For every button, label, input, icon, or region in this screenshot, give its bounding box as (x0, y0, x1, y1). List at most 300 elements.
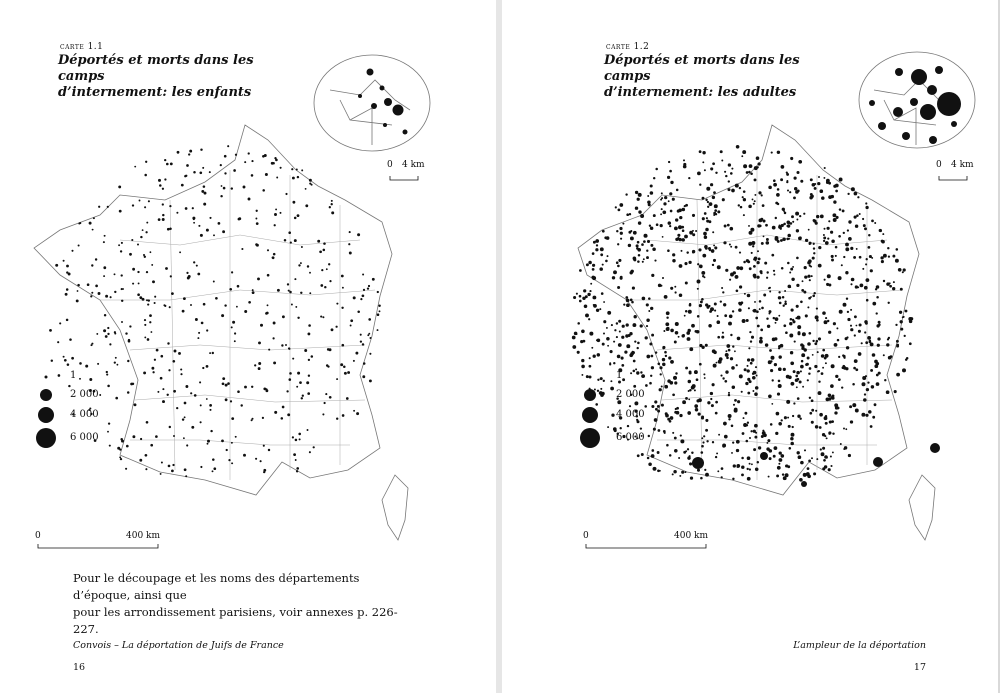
france-scale-start: 0 (35, 531, 41, 541)
deportee-dot (737, 400, 740, 403)
deportee-dot (687, 456, 690, 459)
deportee-dot (79, 378, 81, 380)
deportee-dot (731, 452, 733, 454)
deportee-dot (191, 426, 194, 429)
deportee-dot (818, 264, 822, 268)
deportee-dot (706, 306, 709, 309)
deportee-dot (148, 299, 150, 301)
deportee-dot (888, 337, 890, 339)
deportee-dot (855, 224, 858, 227)
deportee-dot (805, 314, 808, 317)
deportee-dot (706, 440, 708, 442)
map-label: carte 1.1 (60, 42, 104, 52)
deportee-dot (791, 215, 794, 218)
deportee-dot (632, 323, 636, 327)
deportee-dot (900, 320, 903, 323)
deportee-dot (854, 192, 858, 196)
deportee-dot (831, 364, 835, 368)
deportee-dot (363, 289, 365, 291)
deportee-dot (895, 259, 899, 263)
deportee-dot (607, 311, 611, 315)
deportee-dot (776, 193, 780, 197)
deportee-dot (616, 322, 618, 324)
deportee-dot (698, 398, 702, 402)
deportee-dot (899, 311, 902, 314)
deportee-dot (170, 275, 172, 277)
deportee-dot (865, 341, 868, 344)
deportee-dot (753, 371, 757, 375)
deportee-dot (362, 273, 364, 275)
deportee-dot (66, 271, 68, 273)
deportee-dot (649, 382, 652, 385)
deportee-dot (144, 319, 146, 321)
deportee-dot (681, 471, 684, 474)
deportee-dot (760, 218, 763, 221)
deportee-dot (893, 281, 895, 283)
france-scale-end: 400 km (674, 531, 709, 541)
deportee-dot (843, 232, 845, 234)
deportee-dot (583, 289, 586, 292)
deportee-dot (134, 166, 136, 168)
deportee-dot (695, 408, 698, 411)
deportee-dot (847, 229, 849, 231)
deportee-dot (670, 287, 673, 290)
deportee-dot (645, 384, 648, 387)
deportee-dot (255, 218, 257, 220)
deportee-dot (701, 437, 703, 439)
deportee-dot (796, 257, 799, 260)
deportee-dot (793, 370, 796, 373)
deportee-dot (128, 339, 130, 341)
deportee-dot (355, 352, 358, 355)
deportee-dot (777, 188, 780, 191)
deportee-dot (657, 451, 660, 454)
deportee-dot (754, 194, 756, 196)
deportee-dot (221, 440, 224, 443)
deportee-dot (839, 310, 843, 314)
deportee-dot (63, 356, 65, 358)
deportee-dot (657, 470, 660, 473)
deportee-dot (647, 457, 650, 460)
deportee-dot (777, 203, 779, 205)
deportee-dot (145, 231, 147, 233)
deportee-dot (344, 372, 347, 375)
deportee-dot (772, 338, 776, 342)
deportee-dot (646, 303, 649, 306)
deportee-dot (679, 216, 682, 219)
deportee-dot (846, 298, 848, 300)
deportee-dot (834, 411, 837, 414)
deportee-dot (603, 320, 606, 323)
deportee-dot (650, 184, 653, 187)
deportee-dot (307, 429, 309, 431)
deportee-dot (300, 262, 302, 264)
deportee-dot (296, 470, 298, 472)
deportee-dot (783, 368, 786, 371)
deportee-dot (724, 314, 727, 317)
deportee-dot (701, 271, 705, 275)
deportee-dot (368, 333, 370, 335)
deportee-dot (821, 196, 825, 200)
deportee-dot (755, 468, 759, 472)
deportee-dot (640, 324, 643, 327)
deportee-dot (108, 422, 110, 424)
deportee-dot (302, 395, 304, 397)
deportee-dot (883, 280, 885, 282)
deportee-dot (784, 212, 787, 215)
deportee-dot (121, 440, 124, 443)
deportee-dot (692, 214, 695, 217)
deportee-dot (674, 226, 678, 230)
deportee-dot (659, 366, 662, 369)
deportee-dot (633, 257, 637, 261)
deportee-dot (754, 392, 758, 396)
deportee-dot (814, 365, 817, 368)
deportee-dot (728, 414, 732, 418)
deportee-dot (828, 394, 832, 398)
deportee-dot (592, 296, 596, 300)
deportee-dot (664, 351, 667, 354)
deportee-dot (742, 196, 744, 198)
deportee-dot (815, 410, 817, 412)
deportee-dot (799, 215, 801, 217)
deportee-dot (668, 200, 670, 202)
deportee-dot (622, 325, 625, 328)
deportee-dot (224, 172, 226, 174)
deportee-dot (329, 396, 332, 399)
deportee-dot (845, 428, 847, 430)
deportee-dot (796, 386, 798, 388)
deportee-dot (793, 402, 795, 404)
deportee-dot (784, 302, 787, 305)
deportee-dot (262, 417, 264, 419)
deportee-dot (292, 201, 295, 204)
deportee-dot (169, 228, 172, 231)
deportee-dot (876, 296, 879, 299)
deportee-dot (670, 329, 674, 333)
map-title: Déportés et morts dans les camps d’internement: les enfants (58, 53, 254, 100)
deportee-dot (132, 268, 135, 271)
deportee-dot (353, 296, 356, 299)
deportee-dot (828, 284, 831, 287)
deportee-dot (713, 244, 715, 246)
deportee-dot (864, 227, 867, 230)
deportee-dot (231, 417, 234, 420)
deportee-dot (186, 164, 189, 167)
deportee-dot (859, 323, 862, 326)
deportee-dot (789, 334, 793, 338)
deportee-dot (799, 478, 803, 482)
deportee-dot (801, 360, 804, 363)
deportee-dot (168, 465, 171, 468)
deportee-dot (142, 298, 145, 301)
deportee-dot (368, 285, 370, 287)
deportee-dot (647, 240, 650, 243)
deportee-dot (684, 262, 687, 265)
deportee-dot (862, 382, 866, 386)
deportee-dot (793, 196, 796, 199)
deportee-dot (753, 203, 755, 205)
deportee-dot (709, 310, 712, 313)
deportee-dot (625, 193, 627, 195)
deportee-dot (886, 390, 890, 394)
deportee-dot (850, 328, 853, 331)
deportee-dot (288, 231, 291, 234)
deportee-dot (629, 332, 632, 335)
deportee-dot (193, 261, 195, 263)
deportee-dot (705, 344, 708, 347)
deportee-dot (92, 229, 94, 231)
deportee-dot (883, 254, 887, 258)
deportee-dot (635, 191, 638, 194)
deportee-dot (258, 341, 261, 344)
deportee-dot (787, 234, 791, 238)
deportee-dot (840, 443, 842, 445)
deportee-dot (646, 325, 648, 327)
deportee-dot (701, 415, 704, 418)
deportee-dot (222, 382, 225, 385)
deportee-dot (200, 404, 202, 406)
deportee-dot (828, 468, 831, 471)
deportee-dot (851, 278, 855, 282)
deportee-dot (825, 354, 829, 358)
deportee-dot (781, 419, 783, 421)
deportee-dot (828, 397, 831, 400)
deportee-dot (377, 313, 380, 316)
deportee-dot (833, 200, 836, 203)
deportee-dot (743, 164, 747, 168)
deportee-dot (640, 371, 642, 373)
deportee-dot (679, 475, 681, 477)
deportee-dot (747, 477, 751, 481)
deportee-dot (730, 334, 732, 336)
deportee-dot (860, 284, 864, 288)
deportee-dot (664, 196, 667, 199)
deportee-dot (841, 264, 843, 266)
deportee-dot (779, 458, 783, 462)
deportee-dot (825, 241, 829, 245)
deportee-dot (144, 256, 146, 258)
deportee-dot (616, 261, 619, 264)
deportee-dot (299, 381, 302, 384)
deportee-dot (627, 425, 629, 427)
deportee-dot (732, 441, 734, 443)
deportee-dot (586, 263, 589, 266)
deportee-dot (576, 293, 578, 295)
deportee-dot (809, 243, 811, 245)
deportee-dot (737, 465, 740, 468)
deportee-dot (235, 436, 237, 438)
deportee-dot (819, 189, 823, 193)
deportee-dot (158, 218, 161, 221)
deportee-dot (747, 456, 751, 460)
deportee-dot (695, 230, 697, 232)
legend-label-1: 1 (616, 370, 623, 381)
deportee-dot (792, 221, 794, 223)
deportee-dot (802, 345, 805, 348)
deportee-dot (705, 199, 707, 201)
deportee-dot (716, 320, 720, 324)
deportee-dot (811, 275, 813, 277)
deportee-dot (757, 276, 760, 279)
deportee-dot (904, 335, 906, 337)
deportee-dot (755, 366, 757, 368)
deportee-dot (200, 466, 202, 468)
deportee-dot (808, 297, 811, 300)
deportee-dot (791, 309, 794, 312)
deportee-dot (289, 378, 292, 381)
deportee-dot (232, 321, 235, 324)
deportee-dot (774, 363, 777, 366)
deportee-dot (220, 164, 222, 166)
deportee-dot (703, 373, 705, 375)
deportee-dot (884, 379, 886, 381)
deportee-dot (838, 276, 842, 280)
deportee-dot (839, 178, 843, 182)
deportee-dot (331, 203, 333, 205)
deportee-dot (587, 293, 590, 296)
deportee-dot (172, 464, 174, 466)
deportee-dot (741, 391, 743, 393)
deportee-dot (348, 243, 350, 245)
deportee-dot (736, 145, 740, 149)
deportee-dot (824, 416, 828, 420)
deportee-dot (781, 165, 785, 169)
deportee-dot (715, 401, 718, 404)
deportee-dot (750, 362, 753, 365)
deportee-dot (761, 242, 764, 245)
deportee-dot (733, 464, 736, 467)
deportee-dot (684, 471, 686, 473)
deportee-dot (231, 442, 233, 444)
deportee-dot (588, 318, 590, 320)
deportee-dot (815, 425, 818, 428)
deportee-dot (712, 441, 714, 443)
deportee-dot (301, 246, 303, 248)
deportee-dot (666, 316, 668, 318)
deportee-dot (859, 256, 862, 259)
deportee-dot (868, 410, 872, 414)
deportee-dot (634, 401, 638, 405)
deportee-dot (670, 360, 674, 364)
deportee-dot (749, 463, 751, 465)
deportee-dot (715, 456, 717, 458)
deportee-dot (872, 353, 876, 357)
deportee-dot (179, 251, 181, 253)
deportee-dot (785, 473, 789, 477)
deportee-dot (654, 418, 658, 422)
deportee-dot (759, 270, 762, 273)
deportee-dot (169, 426, 171, 428)
deportee-dot (748, 171, 750, 173)
deportee-dot (823, 234, 825, 236)
legend-label-1: 1 (70, 370, 77, 381)
deportee-dot (668, 221, 672, 225)
deportee-dot (720, 375, 722, 377)
deportee-dot (637, 198, 640, 201)
deportee-dot (119, 210, 122, 213)
deportee-dot (786, 180, 788, 182)
deportee-dot (221, 185, 223, 187)
deportee-dot (595, 239, 599, 243)
deportee-dot (195, 318, 198, 321)
deportee-dot (852, 403, 856, 407)
deportee-dot (227, 145, 229, 147)
deportee-dot (309, 179, 312, 182)
deportee-dot (892, 287, 895, 290)
deportee-dot (704, 469, 706, 471)
deportee-dot (902, 368, 906, 372)
deportee-dot (620, 277, 623, 280)
deportee-dot (775, 217, 777, 219)
deportee-dot (118, 185, 121, 188)
deportee-dot (721, 476, 723, 478)
deportee-dot (369, 337, 371, 339)
deportee-dot (325, 393, 327, 395)
deportee-dot (650, 307, 653, 310)
deportee-dot (832, 213, 836, 217)
deportee-dot (595, 248, 598, 251)
legend-label-2000: 2 000 (70, 389, 99, 400)
deportee-dot (231, 462, 233, 464)
deportee-dot (628, 244, 631, 247)
deportee-dot (828, 220, 830, 222)
deportee-dot (234, 332, 236, 334)
deportee-dot (777, 151, 780, 154)
deportee-dot (357, 310, 360, 313)
deportee-dot (222, 377, 225, 380)
deportee-dot (146, 222, 148, 224)
deportee-dot (822, 367, 824, 369)
deportee-dot (607, 255, 609, 257)
deportee-dot (768, 394, 772, 398)
deportee-dot (620, 427, 622, 429)
deportee-dot (810, 178, 813, 181)
deportee-dot (107, 327, 109, 329)
deportee-dot (294, 239, 297, 242)
deportee-dot (221, 314, 224, 317)
deportee-dot (796, 219, 798, 221)
deportee-dot (708, 324, 712, 328)
deportee-dot (715, 412, 718, 415)
deportee-dot (868, 246, 871, 249)
deportee-dot (861, 342, 863, 344)
deportee-dot (845, 271, 848, 274)
deportee-dot (700, 477, 703, 480)
deportee-dot (116, 364, 118, 366)
deportee-dot (779, 355, 782, 358)
deportee-dot (794, 177, 797, 180)
deportee-dot (782, 238, 786, 242)
deportee-dot (663, 430, 666, 433)
deportee-dot (770, 360, 772, 362)
deportee-dot (809, 367, 812, 370)
deportee-dot (87, 283, 90, 286)
deportee-dot (821, 452, 825, 456)
deportee-dot (185, 207, 188, 210)
deportee-dot (159, 184, 162, 187)
deportee-dot (71, 250, 73, 252)
deportee-dot (702, 151, 705, 154)
deportee-dot (160, 355, 163, 358)
deportee-dot (855, 325, 857, 327)
deportee-dot (274, 224, 276, 226)
deportee-dot (896, 373, 900, 377)
deportee-dot (363, 362, 366, 365)
deportee-dot (299, 438, 301, 440)
deportee-dot (59, 322, 61, 324)
deportee-dot (243, 454, 246, 457)
